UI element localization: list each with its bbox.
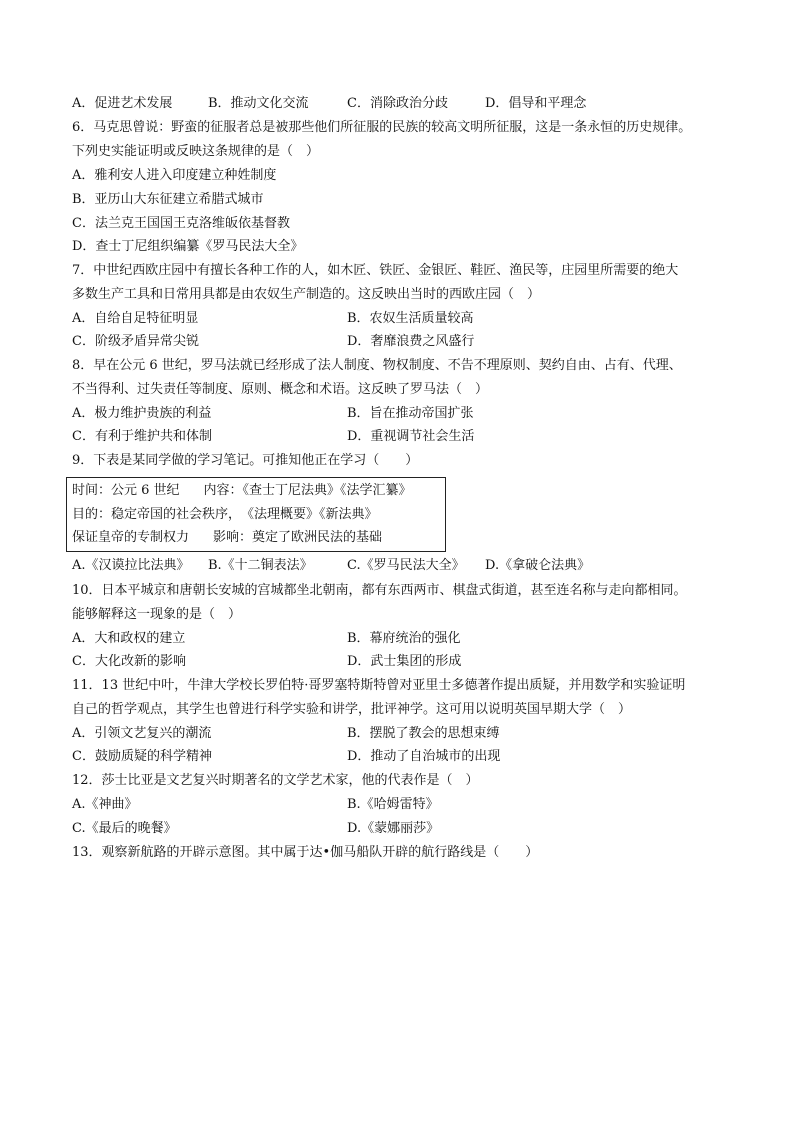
q11-option-b: B．摆脱了教会的思想束缚 bbox=[347, 726, 500, 741]
q9-option-d: D.《拿破仑法典》 bbox=[485, 558, 591, 573]
q9-option-a: A.《汉谟拉比法典》 bbox=[72, 558, 190, 573]
q10-option-a: A．大和政权的建立 bbox=[72, 631, 186, 646]
q10-option-b: B．幕府统治的强化 bbox=[347, 631, 461, 646]
q8-option-d: D．重视调节社会生活 bbox=[347, 429, 475, 444]
q8-option-a: A．极力维护贵族的利益 bbox=[72, 406, 212, 421]
q10-stem-line2: 能够解释这一现象的是（ ） bbox=[72, 607, 242, 622]
note-purpose-cont: 保证皇帝的专制权力 bbox=[72, 530, 190, 545]
note-time: 时间：公元 6 世纪 bbox=[72, 483, 180, 498]
q10-option-d: D．武士集团的形成 bbox=[347, 654, 462, 669]
note-line-2: 目的：稳定帝国的社会秩序， 《法理概要》《新法典》 bbox=[72, 507, 378, 522]
q8-stem-line1: 8．早在公元 6 世纪，罗马法就已经形成了法人制度、物权制度、不告不理原则、契约自由、占有、代理、 bbox=[72, 358, 682, 373]
q8-option-b: B．旨在推动帝国扩张 bbox=[347, 406, 474, 421]
q10-stem-line1: 10．日本平城京和唐朝长安城的宫城都坐北朝南，都有东西两市、棋盘式街道，甚至连名称与走向都相同。 bbox=[72, 583, 687, 598]
q11-option-a: A．引领文艺复兴的潮流 bbox=[72, 726, 212, 741]
q12-stem: 12．莎士比亚是文艺复兴时期著名的文学艺术家，他的代表作是（ ） bbox=[72, 773, 479, 788]
q12-option-d: D.《蒙娜丽莎》 bbox=[347, 821, 440, 836]
q7-option-b: B．农奴生活质量较高 bbox=[347, 311, 474, 326]
q7-option-a: A．自给自足特征明显 bbox=[72, 311, 199, 326]
q7-stem-line1: 7．中世纪西欧庄园中有擅长各种工作的人，如木匠、铁匠、金银匠、鞋匠、渔民等，庄园里所需要的绝大 bbox=[72, 263, 679, 278]
q5-option-c: C．消除政治分歧 bbox=[347, 96, 448, 111]
q12-option-b: B.《哈姆雷特》 bbox=[347, 797, 439, 812]
q5-option-d: D．倡导和平理念 bbox=[485, 96, 587, 111]
q6-option-c: C．法兰克王国国王克洛维皈依基督教 bbox=[72, 216, 290, 231]
q12-option-c: C.《最后的晚餐》 bbox=[72, 821, 177, 836]
q9-option-c: C.《罗马民法大全》 bbox=[347, 558, 465, 573]
q13-stem: 13．观察新航路的开辟示意图。其中属于达•伽马船队开辟的航行路线是（ ） bbox=[72, 845, 539, 860]
q8-stem-line2: 不当得利、过失责任等制度、原则、概念和术语。这反映了罗马法（ ） bbox=[72, 382, 489, 397]
q5-option-b: B．推动文化交流 bbox=[208, 96, 309, 111]
q6-stem-line1: 6．马克思曾说：野蛮的征服者总是被那些他们所征服的民族的较高文明所征服，这是一条永恒的历史规律。 bbox=[72, 120, 692, 135]
note-content: 内容：《查士丁尼法典》《法学汇纂》 bbox=[203, 483, 412, 498]
q9-stem: 9．下表是某同学做的学习笔记。可推知他正在学习（ ） bbox=[72, 453, 419, 468]
note-influence: 影响：奠定了欧洲民法的基础 bbox=[213, 530, 383, 545]
q10-option-c: C．大化改新的影响 bbox=[72, 654, 186, 669]
q9-study-note-box bbox=[66, 477, 446, 552]
q6-stem-line2: 下列史实能证明或反映这条规律的是（ ） bbox=[72, 144, 320, 159]
q6-option-d: D．查士丁尼组织编纂《罗马民法大全》 bbox=[72, 239, 304, 254]
q7-option-d: D．奢靡浪费之风盛行 bbox=[347, 334, 475, 349]
q5-option-a: A．促进艺术发展 bbox=[72, 96, 173, 111]
q9-option-b: B.《十二铜表法》 bbox=[208, 558, 313, 573]
q11-option-c: C．鼓励质疑的科学精神 bbox=[72, 749, 212, 764]
note-line-3 bbox=[72, 530, 382, 546]
q8-option-c: C．有利于维护共和体制 bbox=[72, 429, 212, 444]
q6-option-a: A．雅利安人进入印度建立种姓制度 bbox=[72, 168, 277, 183]
q7-option-c: C．阶级矛盾异常尖锐 bbox=[72, 334, 199, 349]
q12-option-a: A.《神曲》 bbox=[72, 797, 138, 812]
q7-stem-line2: 多数生产工具和日常用具都是由农奴生产制造的。这反映出当时的西欧庄园（ ） bbox=[72, 287, 541, 302]
q11-stem-line2: 自己的哲学观点，其学生也曾进行科学实验和讲学，批评神学。这可用以说明英国早期大学（ ） bbox=[72, 702, 632, 717]
q11-option-d: D．推动了自治城市的出现 bbox=[347, 749, 501, 764]
q6-option-b: B．亚历山大东征建立希腊式城市 bbox=[72, 192, 264, 207]
q11-stem-line1: 11．13 世纪中叶，牛津大学校长罗伯特·哥罗塞特斯特曾对亚里士多德著作提出质疑，并用数学和实验证明 bbox=[72, 678, 686, 693]
note-line-1 bbox=[72, 483, 412, 499]
